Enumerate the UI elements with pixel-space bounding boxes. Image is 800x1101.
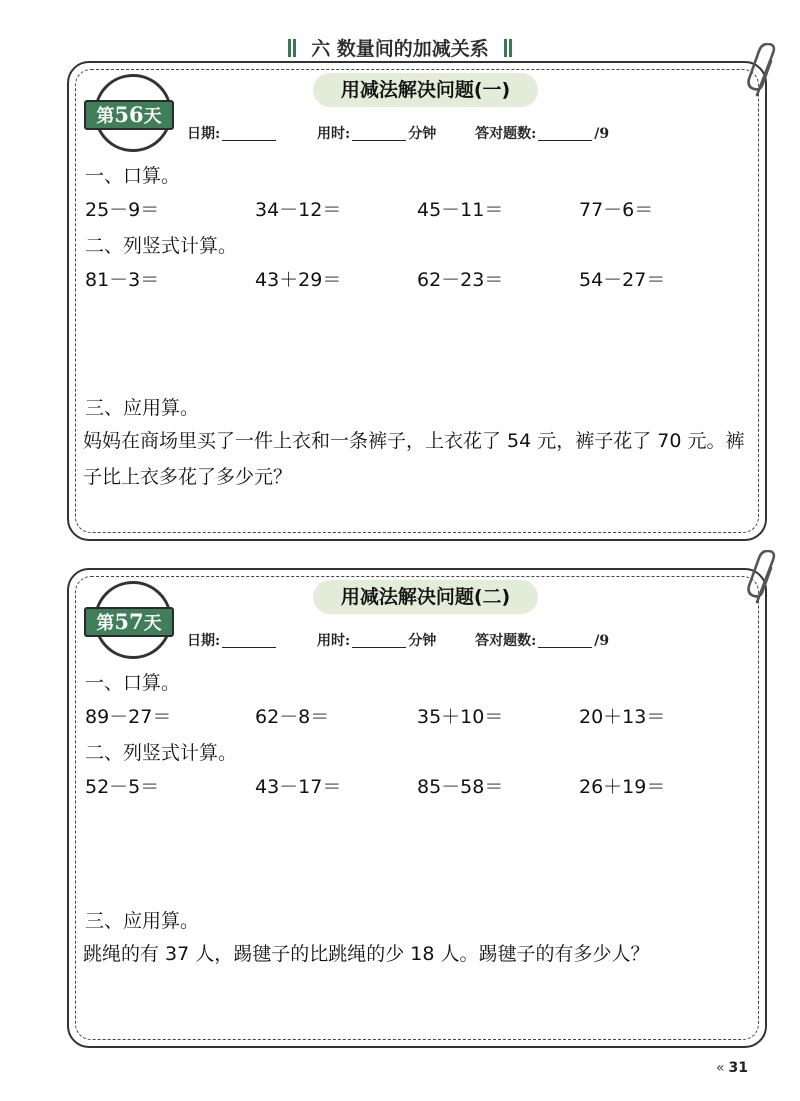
lesson-title: 用减法解决问题(二) — [313, 580, 538, 614]
lesson-title: 用减法解决问题(一) — [313, 73, 538, 107]
section-vertical-title: 二、列竖式计算。 — [85, 742, 238, 764]
time-label: 用时: — [317, 126, 351, 142]
oral-problem: 34－12＝ — [255, 199, 342, 221]
word-problem: 跳绳的有 37 人，踢毽子的比跳绳的少 18 人。踢毽子的有多少人？ — [83, 943, 650, 965]
day-badge: 第57天 — [84, 581, 180, 665]
page-number — [716, 1060, 748, 1076]
paperclip-icon — [747, 43, 781, 103]
vertical-problem: 43＋29＝ — [255, 269, 342, 291]
date-label: 日期: — [187, 633, 221, 649]
meta-row — [187, 123, 609, 143]
section-word-title: 三、应用算。 — [85, 397, 200, 419]
vertical-problem: 43－17＝ — [255, 776, 342, 798]
time-unit: 分钟 — [408, 633, 437, 649]
time-label: 用时: — [317, 633, 351, 649]
oral-problem: 20＋13＝ — [579, 706, 666, 728]
total-count: /9 — [594, 633, 610, 649]
header-bar-left — [288, 39, 291, 57]
time-blank[interactable] — [352, 140, 406, 141]
section-vertical-title: 二、列竖式计算。 — [85, 235, 238, 257]
lesson-card-57 — [67, 568, 767, 1048]
oral-problem: 25－9＝ — [85, 199, 160, 221]
date-blank[interactable] — [222, 140, 276, 141]
day-badge: 第56天 — [84, 74, 180, 158]
paperclip-icon — [747, 550, 781, 610]
vertical-problem: 54－27＝ — [579, 269, 666, 291]
time-unit: 分钟 — [408, 126, 437, 142]
lesson-card-56 — [67, 61, 767, 541]
meta-row — [187, 630, 609, 650]
word-problem: 妈妈在商场里买了一件上衣和一条裤子，上衣花了 54 元，裤子花了 70 元。裤子比上衣多花了多少元？ — [83, 430, 745, 488]
total-count: /9 — [594, 126, 610, 142]
section-oral-title: 一、口算。 — [85, 165, 181, 187]
day-number: 56 — [114, 102, 144, 127]
oral-problem: 62－8＝ — [255, 706, 330, 728]
chevron-left-icon: « — [715, 1060, 725, 1076]
correct-label: 答对题数: — [475, 126, 537, 142]
oral-problem: 35＋10＝ — [417, 706, 504, 728]
oral-problem: 77－6＝ — [579, 199, 654, 221]
correct-blank[interactable] — [538, 647, 592, 648]
time-blank[interactable] — [352, 647, 406, 648]
correct-label: 答对题数: — [475, 633, 537, 649]
date-label: 日期: — [187, 126, 221, 142]
chapter-title: 六 数量间的加减关系 — [311, 38, 489, 60]
vertical-problem: 85－58＝ — [417, 776, 504, 798]
section-oral-title: 一、口算。 — [85, 672, 181, 694]
oral-problem: 45－11＝ — [417, 199, 504, 221]
correct-blank[interactable] — [538, 140, 592, 141]
page-number-text: 31 — [728, 1060, 748, 1076]
date-blank[interactable] — [222, 647, 276, 648]
header-bar-right — [509, 39, 512, 57]
vertical-problem: 52－5＝ — [85, 776, 160, 798]
chapter-header — [0, 34, 800, 61]
oral-problem: 89－27＝ — [85, 706, 172, 728]
day-number: 57 — [114, 609, 144, 634]
vertical-problem: 62－23＝ — [417, 269, 504, 291]
vertical-problem: 81－3＝ — [85, 269, 160, 291]
vertical-problem: 26＋19＝ — [579, 776, 666, 798]
section-word-title: 三、应用算。 — [85, 910, 200, 932]
